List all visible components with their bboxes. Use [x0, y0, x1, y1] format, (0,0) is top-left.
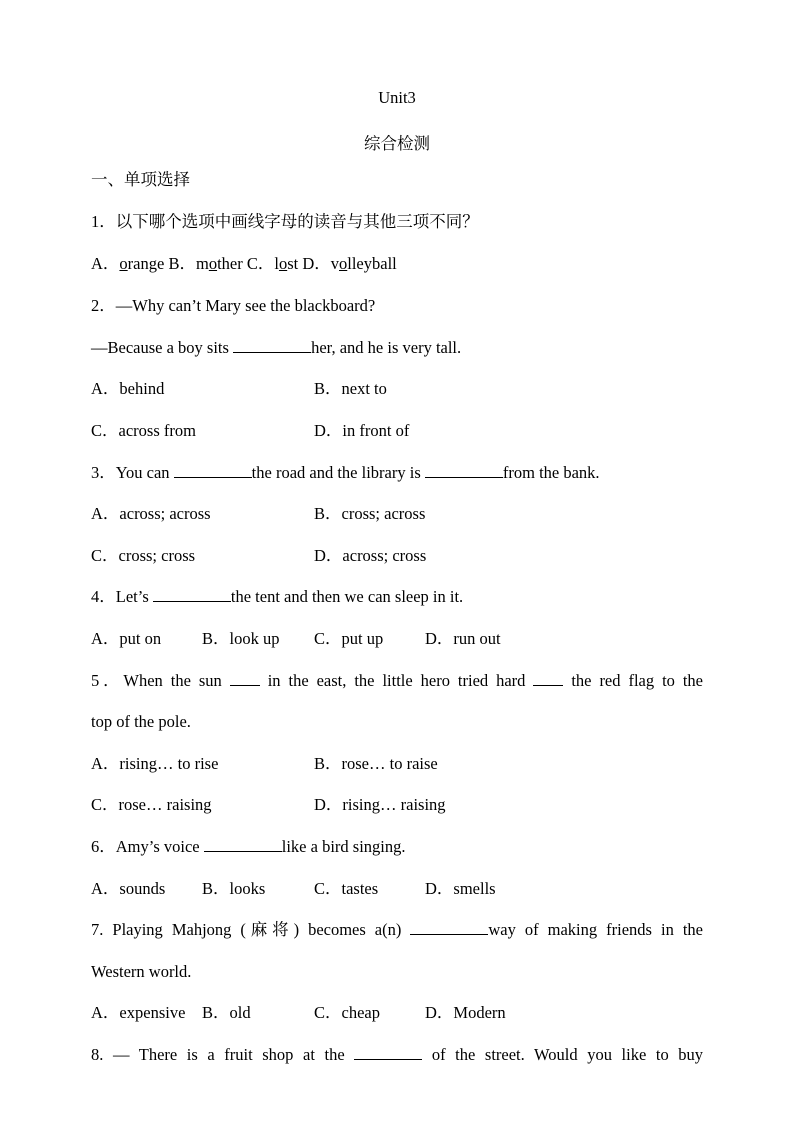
- question-5-option-b: B．rose… to raise: [314, 754, 438, 773]
- question-3-option-a: A．across; across: [91, 504, 211, 523]
- option-text: ther: [217, 254, 243, 273]
- question-text: the red flag to the: [571, 671, 704, 690]
- option-text: v: [330, 254, 340, 273]
- question-text: 5．When the sun: [91, 671, 222, 690]
- answer-blank: [230, 671, 260, 686]
- option-text: lleyball: [347, 254, 397, 273]
- question-text: the tent and then we can sleep in it.: [230, 587, 464, 606]
- question-text: like a bird singing.: [281, 837, 406, 856]
- option-label: B．: [168, 254, 196, 273]
- question-text: 6．Amy’s voice: [91, 837, 204, 856]
- question-8-stem: [91, 1045, 703, 1065]
- option-text: m: [195, 254, 209, 273]
- question-7-stem-cont: Western world.: [91, 962, 192, 981]
- question-text: her, and he is very tall.: [311, 338, 462, 357]
- question-3-option-c: C．cross; cross: [91, 546, 196, 565]
- question-7-option-b: B．old: [202, 1003, 251, 1022]
- question-6-option-d: D．smells: [425, 879, 496, 898]
- question-4-option-c: C．put up: [314, 629, 384, 648]
- option-underline: o: [339, 254, 348, 273]
- question-7-option-c: C．cheap: [314, 1003, 380, 1022]
- question-6-option-a: A．sounds: [91, 879, 166, 898]
- section-heading: 一、单项选择: [91, 170, 190, 189]
- question-3-option-d: D．across; cross: [314, 546, 427, 565]
- option-text: range: [127, 254, 165, 273]
- question-text: way of making friends in the: [488, 920, 703, 939]
- option-underline: o: [278, 254, 288, 273]
- page-title: 综合检测: [364, 134, 430, 153]
- question-3-stem: [91, 463, 703, 483]
- option-label: C．: [246, 254, 275, 273]
- unit-title: Unit3: [378, 88, 416, 107]
- question-4-option-a: A．put on: [91, 629, 162, 648]
- question-5-option-d: D．rising… raising: [314, 795, 446, 814]
- option-label: D．: [302, 254, 331, 273]
- answer-blank: [533, 671, 563, 686]
- question-6-option-c: C．tastes: [314, 879, 379, 898]
- question-4-stem: [91, 587, 703, 607]
- question-1-options: [91, 254, 703, 274]
- option-label: A．: [91, 254, 120, 273]
- question-text: in the east, the little hero tried hard: [267, 671, 526, 690]
- question-3-option-b: B．cross; across: [314, 504, 426, 523]
- question-2-stem: 2．—Why can’t Mary see the blackboard?: [91, 296, 376, 315]
- question-text: —Because a boy sits: [91, 338, 234, 357]
- question-text: of the street. Would you like to buy: [431, 1045, 704, 1064]
- option-text: st: [287, 254, 299, 273]
- option-underline: o: [119, 254, 128, 273]
- answer-blank: [410, 920, 488, 935]
- question-5-option-c: C．rose… raising: [91, 795, 212, 814]
- question-6-option-b: B．looks: [202, 879, 266, 898]
- answer-blank: [354, 1045, 422, 1060]
- question-text: 7. Playing Mahjong (麻将) becomes a(n): [91, 920, 402, 939]
- question-5-stem: [91, 671, 703, 691]
- answer-blank: [153, 587, 231, 602]
- question-7-option-a: A．expensive: [91, 1003, 186, 1022]
- question-text: 8. — There is a fruit shop at the: [91, 1045, 345, 1064]
- answer-blank: [233, 338, 311, 353]
- question-text: 3．You can: [91, 463, 174, 482]
- answer-blank: [204, 837, 282, 852]
- question-2-option-b: B．next to: [314, 379, 387, 398]
- question-7-stem: [91, 920, 703, 940]
- question-5-option-a: A．rising… to rise: [91, 754, 219, 773]
- question-5-stem-cont: top of the pole.: [91, 712, 191, 731]
- option-underline: o: [208, 254, 218, 273]
- answer-blank: [425, 463, 503, 478]
- question-1-stem: 1．以下哪个选项中画线字母的读音与其他三项不同？: [91, 212, 479, 231]
- question-2-option-d: D．in front of: [314, 421, 410, 440]
- option-text: l: [274, 254, 279, 273]
- question-2-option-a: A．behind: [91, 379, 165, 398]
- question-2-reply: [91, 338, 703, 358]
- question-4-option-d: D．run out: [425, 629, 501, 648]
- question-4-option-b: B．look up: [202, 629, 280, 648]
- question-6-stem: [91, 837, 703, 857]
- question-7-option-d: D．Modern: [425, 1003, 506, 1022]
- answer-blank: [174, 463, 252, 478]
- question-text: the road and the library is: [251, 463, 425, 482]
- question-2-option-c: C．across from: [91, 421, 196, 440]
- question-text: from the bank.: [502, 463, 600, 482]
- question-text: 4．Let’s: [91, 587, 153, 606]
